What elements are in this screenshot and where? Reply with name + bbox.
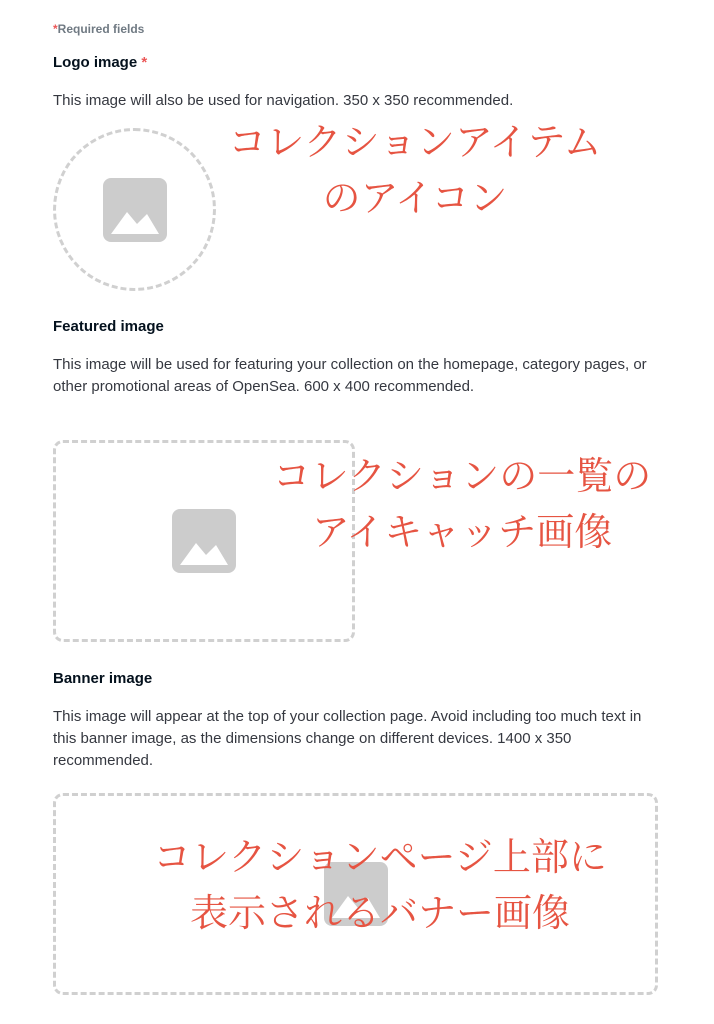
logo-annotation-line1: コレクションアイテム	[228, 120, 602, 164]
required-fields-text: Required fields	[57, 22, 145, 36]
logo-image-description: This image will also be used for navigation. 350 x 350 recommended.	[53, 92, 514, 109]
banner-annotation	[100, 829, 660, 941]
image-placeholder-icon	[172, 509, 236, 573]
logo-required-star: *	[141, 54, 148, 71]
required-fields-note	[53, 22, 144, 36]
logo-image-label	[53, 54, 147, 71]
logo-image-label-text: Logo image	[53, 54, 138, 71]
featured-image-description: This image will be used for featuring your collection on the homepage, category pages, or other promotional areas of OpenSea. 600 x 400 recommended.	[53, 356, 647, 395]
image-placeholder-icon	[103, 178, 167, 242]
featured-image-label: Featured image	[53, 318, 164, 335]
featured-annotation-line2: アイキャッチ画像	[311, 510, 613, 554]
required-star: *	[53, 22, 58, 36]
banner-image-label: Banner image	[53, 670, 153, 687]
logo-annotation-line2: のアイコン	[322, 176, 508, 220]
logo-annotation	[190, 114, 640, 226]
banner-annotation-line2: 表示されるバナー画像	[189, 891, 570, 935]
banner-image-description: This image will appear at the top of your collection page. Avoid including too much text in this banner image, as the dimensions change on different devices. 1400 x 350 recommended.	[53, 708, 642, 769]
featured-annotation-line1: コレクションの一覧の	[272, 454, 652, 498]
banner-annotation-line1: コレクションページ上部に	[153, 835, 607, 879]
featured-annotation	[232, 448, 692, 560]
